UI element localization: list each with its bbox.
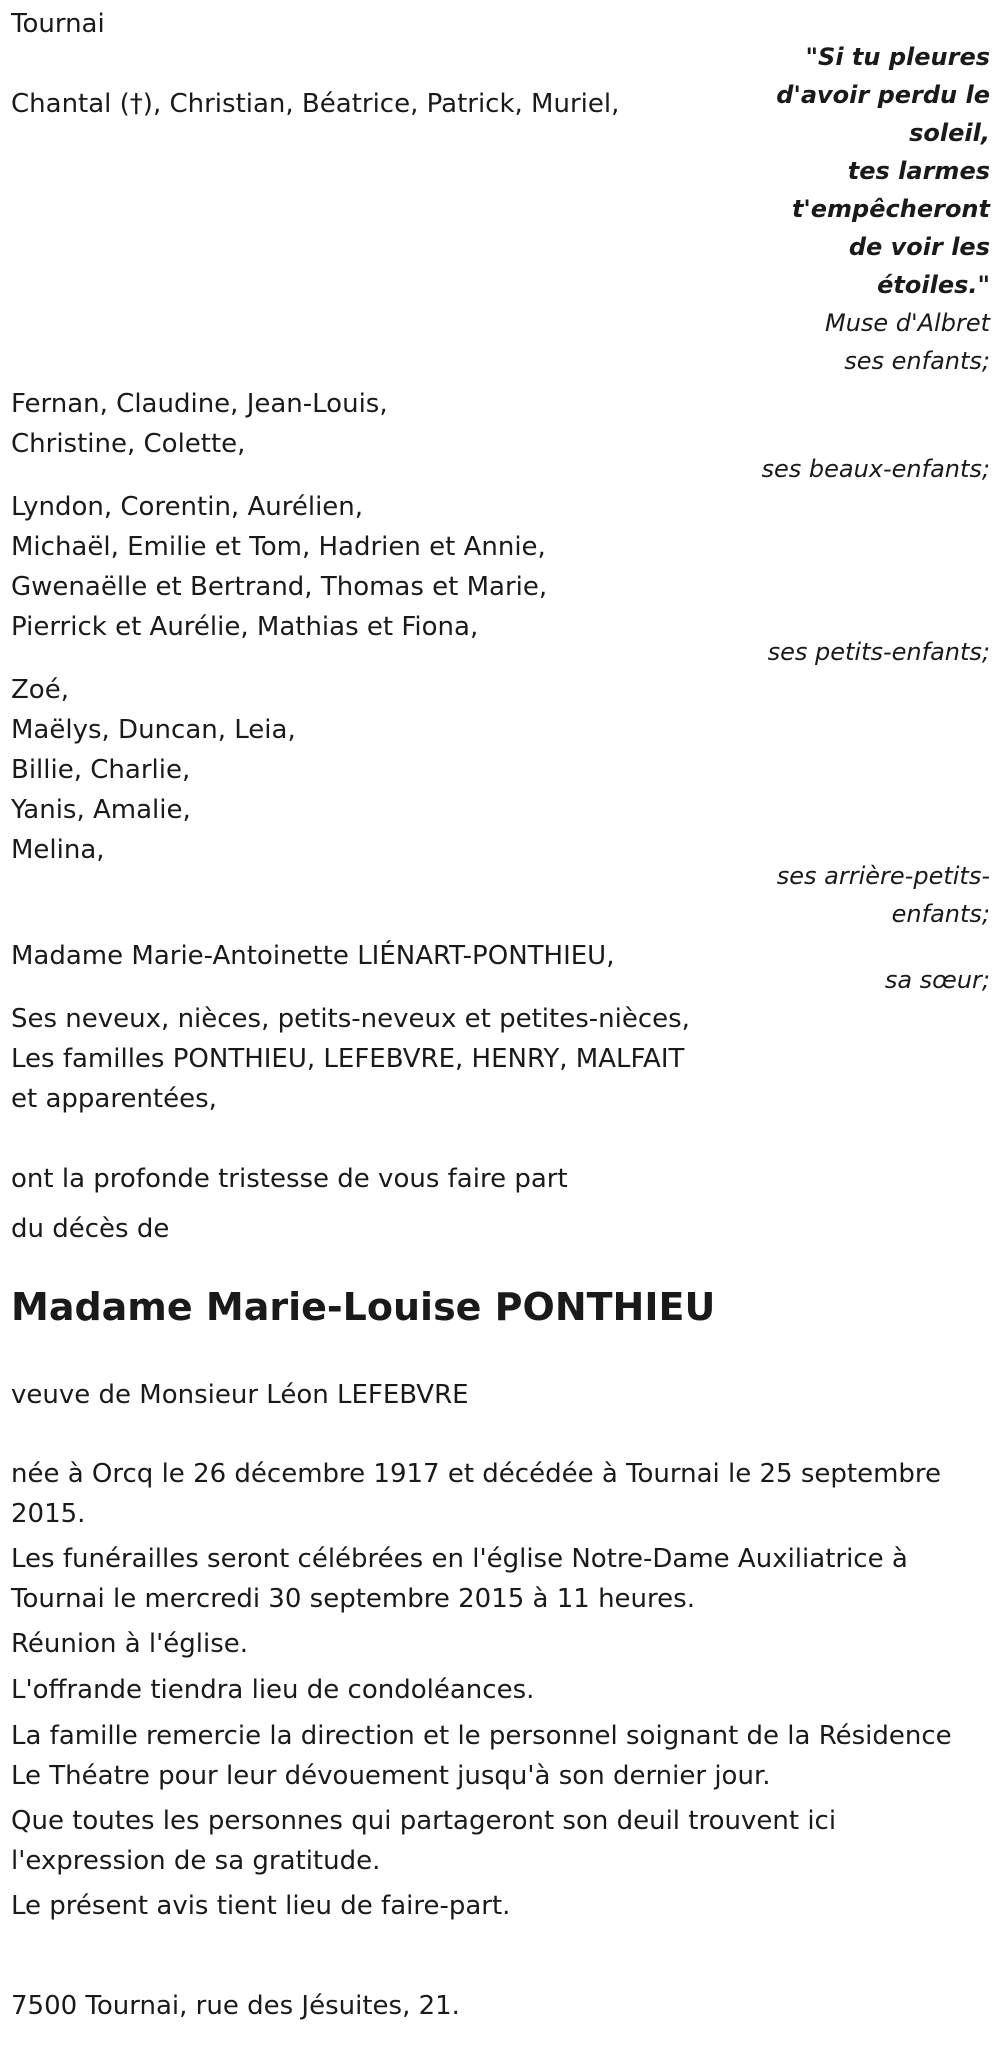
meeting-text: Réunion à l'église. (11, 1629, 249, 1659)
grandchildren-names: Pierrick et Aurélie, Mathias et Fiona, (11, 612, 479, 642)
in-laws-names: Christine, Colette, (11, 429, 246, 459)
in-laws-names: Fernan, Claudine, Jean-Louis, (11, 389, 388, 419)
great-grandchildren-role: ses arrière-petits- (776, 862, 990, 890)
quote-line: de voir les (848, 233, 990, 261)
quote-line: d'avoir perdu le (776, 81, 990, 109)
in-laws-role: ses beaux-enfants; (761, 455, 990, 483)
gratitude-text: Que toutes les personnes qui partageront son deuil trouvent ici l'expression de sa gratitude. (11, 1806, 837, 1876)
city-heading: Tournai (11, 9, 105, 39)
quote-line: "Si tu pleures (805, 43, 990, 71)
offering-text: L'offrande tiendra lieu de condoléances. (11, 1675, 535, 1705)
extended-family-line: et apparentées, (11, 1084, 217, 1114)
grandchildren-names: Gwenaëlle et Bertrand, Thomas et Marie, (11, 572, 548, 602)
great-grandchildren-names: Maëlys, Duncan, Leia, (11, 715, 296, 745)
funeral-text: Les funérailles seront célébrées en l'église Notre-Dame Auxiliatrice à Tournai le mercredi 30 septembre 2015 à 11 heures. (11, 1544, 908, 1614)
great-grandchildren-names: Billie, Charlie, (11, 755, 191, 785)
quote-line: soleil, (909, 119, 990, 147)
grandchildren-names: Michaël, Emilie et Tom, Hadrien et Annie, (11, 532, 546, 562)
grandchildren-names: Lyndon, Corentin, Aurélien, (11, 492, 364, 522)
great-grandchildren-names: Melina, (11, 835, 105, 865)
quote-line: étoiles." (877, 271, 990, 299)
sister-role: sa sœur; (884, 966, 990, 994)
address-text: 7500 Tournai, rue des Jésuites, 21. (11, 1991, 460, 2021)
great-grandchildren-role: enfants; (891, 900, 990, 928)
announcement-text: ont la profonde tristesse de vous faire part (11, 1164, 568, 1194)
extended-family-line: Ses neveux, nièces, petits-neveux et petites-nièces, (11, 1004, 690, 1034)
announcement-text: du décès de (11, 1214, 170, 1244)
sister-name: Madame Marie-Antoinette LIÉNART-PONTHIEU, (11, 941, 615, 971)
quote-line: tes larmes (847, 157, 990, 185)
quote-line: t'empêcheront (791, 195, 990, 223)
extended-family-line: Les familles PONTHIEU, LEFEBVRE, HENRY, MALFAIT (11, 1044, 685, 1074)
great-grandchildren-names: Zoé, (11, 675, 69, 705)
great-grandchildren-names: Yanis, Amalie, (11, 795, 191, 825)
thanks-text: La famille remercie la direction et le personnel soignant de la Résidence Le Théatre pour leur dévouement jusqu'à son dernier jour. (11, 1721, 952, 1791)
grandchildren-role: ses petits-enfants; (767, 638, 990, 666)
spouse-text: veuve de Monsieur Léon LEFEBVRE (11, 1380, 469, 1410)
children-names: Chantal (†), Christian, Béatrice, Patrick, Muriel, (11, 89, 620, 119)
children-role: ses enfants; (844, 347, 990, 375)
quote-author: Muse d'Albret (824, 309, 990, 337)
deceased-name: Madame Marie-Louise PONTHIEU (11, 1285, 716, 1329)
birth-death-text: née à Orcq le 26 décembre 1917 et décédée à Tournai le 25 septembre 2015. (11, 1459, 942, 1529)
notice-text: Le présent avis tient lieu de faire-part. (11, 1891, 511, 1921)
